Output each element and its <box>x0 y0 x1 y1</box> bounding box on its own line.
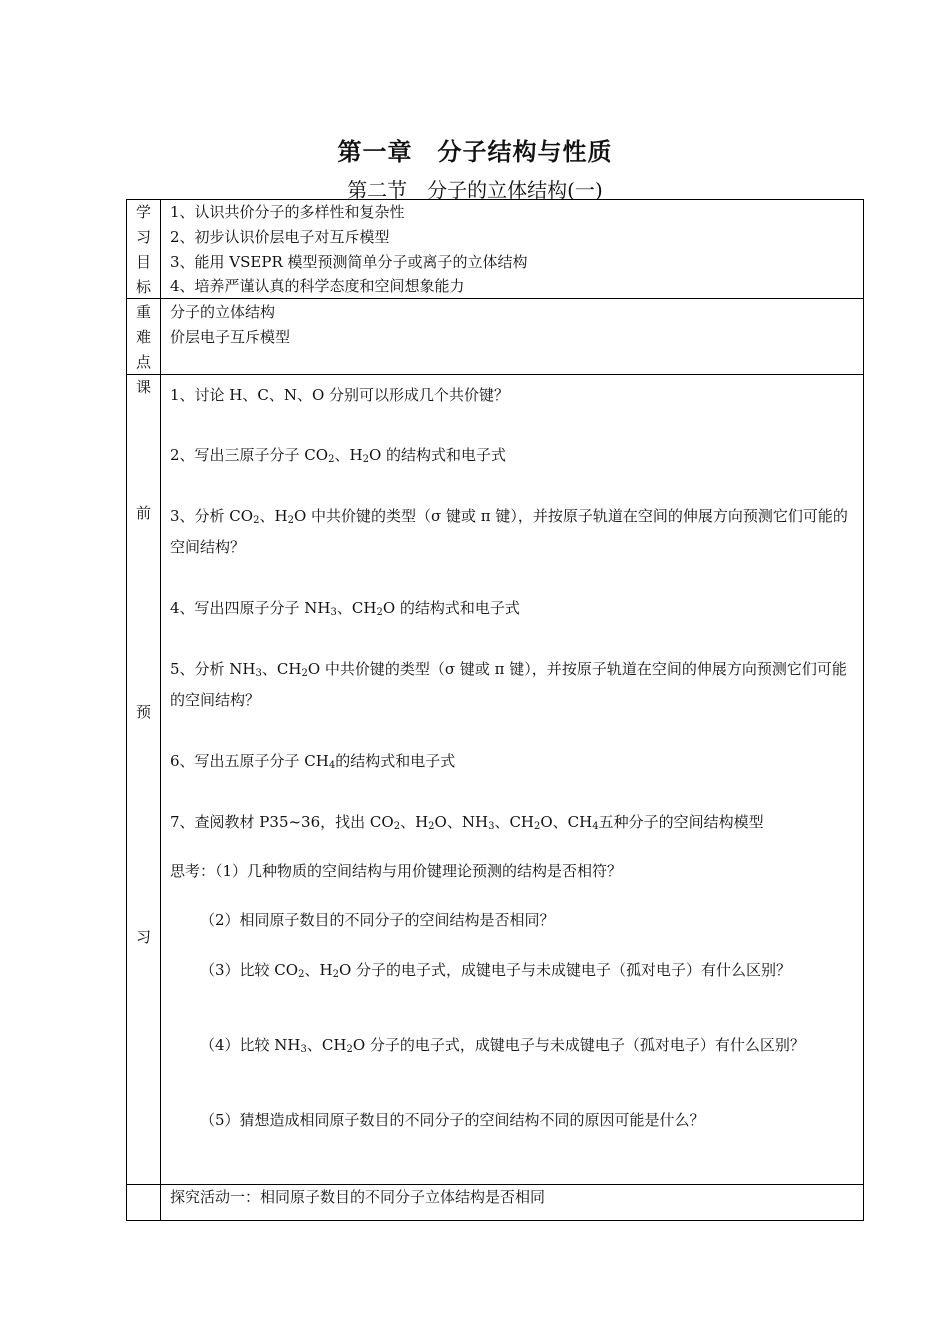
row-divider <box>126 374 864 375</box>
objective-item: 2、初步认识价层电子对互斥模型 <box>170 228 390 246</box>
preview-label-char: 预 <box>135 703 151 721</box>
question-4: 4、写出四原子分子 $NH_3$、$CH_2O$ 的结构式和电子式 <box>170 599 520 618</box>
preview-label-char: 习 <box>135 928 151 946</box>
key-point-item: 分子的立体结构 <box>170 303 276 321</box>
key-point-item: 价层电子互斥模型 <box>170 328 291 346</box>
question-1: 1、讨论 H、C、N、O 分别可以形成几个共价键？ <box>170 386 510 404</box>
question-2: 2、写出三原子分子 $CO_2$、$H_2O$ 的结构式和电子式 <box>170 446 507 465</box>
activity-title: 探究活动一：相同原子数目的不同分子立体结构是否相同 <box>170 1188 546 1206</box>
table-border-bottom <box>126 1220 864 1221</box>
section-subtitle: 第二节 分子的立体结构(一) <box>347 178 603 202</box>
think-1: 思考：（1）几种物质的空间结构与用价键理论预测的结构是否相符？ <box>170 862 623 880</box>
question-5: 5、分析 $NH_3$、$CH_2O$ 中共价键的类型（σ 键或 π 键），并按原子轨道在空间的伸展方向预测它们可能的空间结构？ <box>170 660 847 709</box>
think-5: （5）猜想造成相同原子数目的不同分子的空间结构不同的原因可能是什么？ <box>200 1111 705 1129</box>
objective-item: 1、认识共价分子的多样性和复杂性 <box>170 203 405 221</box>
think-2: （2）相同原子数目的不同分子的空间结构是否相同？ <box>200 911 555 929</box>
preview-label-char: 课 <box>135 378 151 396</box>
objective-item: 4、培养严谨认真的科学态度和空间想象能力 <box>170 277 465 295</box>
question-3: 3、分析 $CO_2$、$H_2O$ 中共价键的类型（σ 键或 π 键），并按原子轨道在空间的伸展方向预测它们可能的空间结构？ <box>170 507 848 556</box>
question-6: 6、写出五原子分子 $CH_4$的结构式和电子式 <box>170 752 456 771</box>
think-3: （3）比较 $CO_2$、$H_2O$ 分子的电子式，成键电子与未成键电子（孤对电子）有什么区别？ <box>200 961 792 980</box>
objective-item: 3、能用 VSEPR 模型预测简单分子或离子的立体结构 <box>170 253 528 271</box>
think-4: （4）比较 $NH_3$、$CH_2O$ 分子的电子式，成键电子与未成键电子（孤对电子）有什么区别？ <box>200 1036 805 1055</box>
question-7: 7、查阅教材 P35~36，找出 $CO_2$、$H_2O$、$NH_3$、$CH_2O$、$CH_4$五种分子的空间结构模型 <box>170 813 764 832</box>
preview-label-char: 前 <box>135 504 151 522</box>
table-border-right <box>863 199 864 1221</box>
chapter-title: 第一章 分子结构与性质 <box>337 138 613 166</box>
objectives-label: 学 习 目 标 <box>135 203 151 296</box>
key-points-label: 重 难 点 <box>135 303 151 371</box>
